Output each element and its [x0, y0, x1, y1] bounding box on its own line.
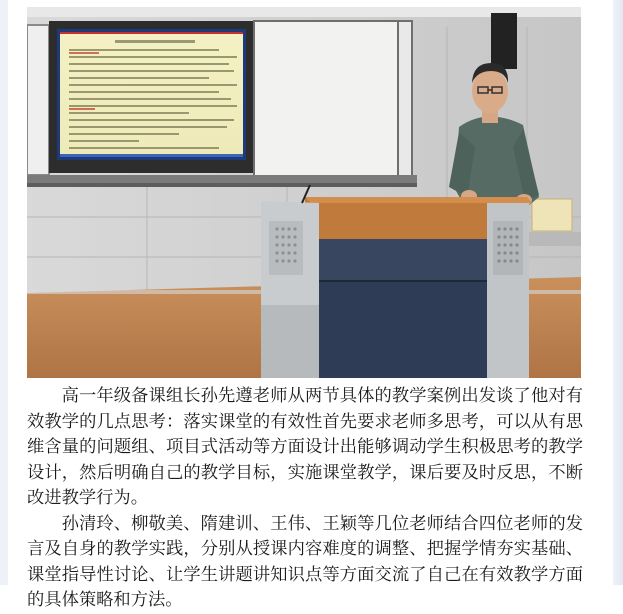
- page-frame-right: [613, 0, 623, 585]
- projector-screen: [49, 21, 254, 173]
- classroom-photo: [27, 7, 581, 378]
- paragraph: 高一年级备课组长孙先遵老师从两节具体的教学案例出发谈了他对有效教学的几点思考：落实课堂的有效性首先要求老师多思考，可以从有思维含量的问题组、项目式活动等方面设计出能够调动学生积极思考的教学设计，然后明确自己的教学目标，实施课堂教学，课后要及时反思，不断改进教学行为。: [27, 386, 583, 508]
- paragraph: 孙清玲、柳敬美、隋建训、王伟、王颖等几位老师结合四位老师的发言及自身的教学实践，分别从授课内容难度的调整、把握学情夯实基础、课堂指导性讨论、让学生讲题讲知识点等方面交流了自己在有效教学方面的具体策略和方法。: [27, 513, 583, 610]
- article-body: [27, 384, 583, 614]
- page-frame-left: [0, 0, 8, 585]
- podium: [261, 185, 532, 378]
